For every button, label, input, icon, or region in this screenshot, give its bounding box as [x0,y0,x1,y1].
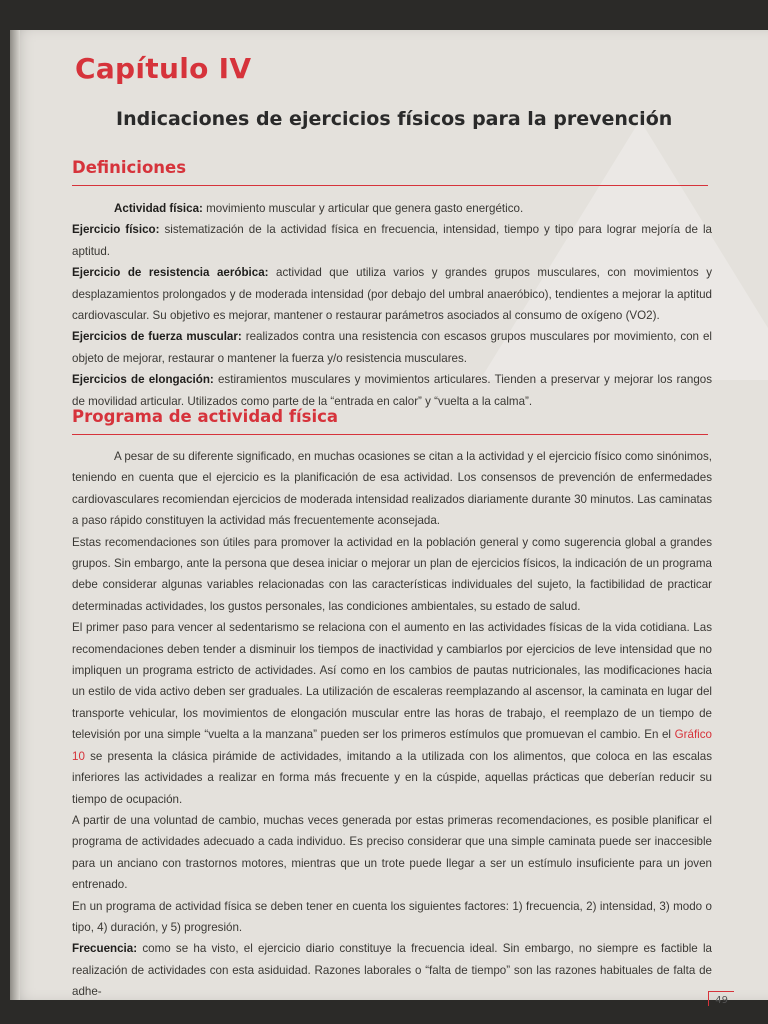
definition-item [72,326,712,369]
definitions-rule [72,185,708,186]
program-rule [72,434,708,435]
definition-item [72,198,712,219]
definitions-list [72,198,712,412]
program-heading: Programa de actividad física [72,407,339,426]
definition-text: actividad que utiliza varios y grandes grupos musculares, con movimientos y desplazamientos prolongados y de moderada intensidad (por debajo del umbral anaeróbico), tendientes a mejorar la aptitud cardiovascular. Su objetivo es mejorar, mantener o restaurar parámetros asociados al consumo de oxígeno (VO2). [72,266,712,323]
book-spine [10,30,20,1000]
definition-term: Actividad física: [114,202,203,215]
chapter-title: Capítulo IV [75,52,252,85]
definition-item [72,369,712,412]
program-body [72,446,712,1003]
program-paragraph-3 [72,617,712,810]
paragraph-3-text-end: se presenta la clásica pirámide de actividades, imitando a la utilizada con los alimentos, que coloca en las escalas inferiores las actividades a realizar en forma más frecuente y en la cúspide, aquellas prácticas que deberían reducir su tiempo de ocupación. [72,749,712,806]
paragraph-3-text-start: El primer paso para vencer al sedentarismo se relaciona con el aumento en las actividades físicas de la vida cotidiana. Las recomendaciones deben tender a disminuir los tiempos de inactividad y cambiarlos por ejercicios de leve intensidad que no impliquen un programa estricto de actividades. Así como en los cambios de pautas nutricionales, las modificaciones hacia un estilo de vida activo deben ser graduales. La utilización de escaleras reemplazando al ascensor, la caminata en lugar del transporte vehicular, los movimientos de elongación muscular entre las horas de trabajo, el reemplazo de un tiempo de televisión por una simple “vuelta a la manzana” pueden ser los primeros estímulos que promuevan el cambio. En el [72,621,712,742]
definitions-heading: Definiciones [72,158,187,177]
program-paragraph-4: A partir de una voluntad de cambio, muchas veces generada por estas primeras recomendaciones, es posible planificar el programa de actividades adecuado a cada individuo. Es preciso considerar que una simple caminata puede ser inaccesible para un anciano con trastornos motores, mientras que un trote puede llegar a ser un estímulo insuficiente para un joven entrenado. [72,813,712,892]
chapter-subtitle: Indicaciones de ejercicios físicos para la prevención [116,108,673,130]
definition-term: Ejercicios de elongación: [72,373,214,387]
definition-text: sistematización de la actividad física en frecuencia, intensidad, tiempo y tipo para lograr mejoría de la aptitud. [72,223,712,258]
definition-text: estiramientos musculares y movimientos articulares. Tienden a preservar y mejorar los rangos de movilidad articular. Utilizados como parte de la “entrada en calor” y “vuelta a la calma”. [72,373,713,408]
program-paragraph-5: En un programa de actividad física se deben tener en cuenta los siguientes factores: 1) frecuencia, 2) intensidad, 3) modo o tipo, 4) duración, y 5) progresión. [72,899,712,934]
frequency-term: Frecuencia: [72,942,138,956]
definition-text: realizados contra una resistencia con escasos grupos musculares por movimiento, con el objeto de mejorar, restaurar o mantener la fuerza y/o resistencia musculares. [72,330,712,365]
program-paragraph-2: Estas recomendaciones son útiles para promover la actividad en la población general y como sugerencia global a grandes grupos. Sin embargo, ante la persona que desea iniciar o mejorar un plan de ejercicios físicos, la indicación de un programa debe considerar algunas variables relacionadas con las características individuales del sujeto, la factibilidad de practicar determinadas actividades, los gustos personales, las condiciones ambientales, su estado de salud. [72,535,712,613]
definition-term: Ejercicio de resistencia aeróbica: [72,266,269,280]
page-number: 49 [708,991,734,1006]
definition-text: movimiento muscular y articular que genera gasto energético. [202,202,524,215]
program-paragraph-6 [72,938,712,1002]
definition-item [72,219,712,262]
book-page [10,30,768,1006]
frequency-text: como se ha visto, el ejercicio diario constituye la frecuencia ideal. Sin embargo, no siempre es factible la realización de actividades con esta asiduidad. Razones laborales o “falta de tiempo” son las razones habituales de falta de adhe- [72,942,712,999]
definition-item [72,262,712,326]
definition-term: Ejercicio físico: [72,223,160,237]
grafico-10-reference[interactable]: Gráfico 10 [72,728,712,763]
definition-term: Ejercicios de fuerza muscular: [72,330,242,344]
program-paragraph-1: A pesar de su diferente significado, en muchas ocasiones se citan a la actividad y el ejercicio físico como sinónimos, teniendo en cuenta que el ejercicio es la planificación de esa actividad. Los consensos de prevención de enfermedades cardiovasculares recomiendan ejercicios de moderada intensidad realizados diariamente durante 30 minutos. Las caminatas a paso rápido constituyen la actividad más frecuentemente aconsejada. [72,450,712,528]
